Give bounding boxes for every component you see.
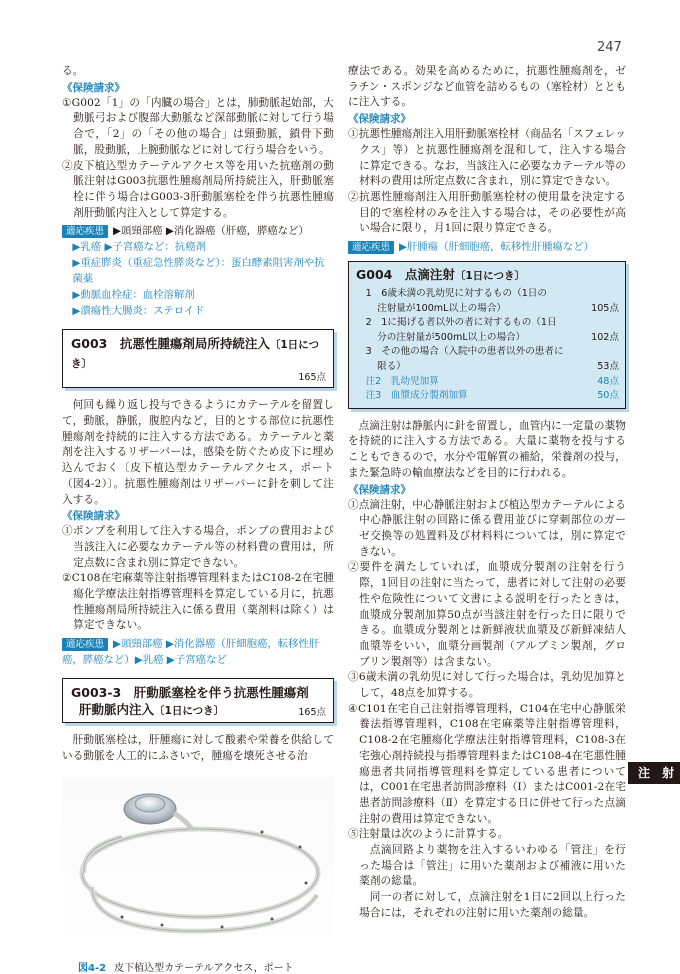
fee-points: 48点 bbox=[597, 375, 619, 387]
fee-label: 注射量が100mL以上の場合） bbox=[377, 302, 507, 314]
figure-caption bbox=[62, 959, 334, 974]
catheter-port-illustration bbox=[62, 777, 334, 953]
indication-line: ▶頭頸部癌 ▶消化器癌（肝細胞癌，転移性肝癌，膵癌など）▶乳癌 ▶子宮癌など bbox=[62, 638, 320, 667]
fee-label: 注3 血漿成分製剤加算 bbox=[365, 390, 468, 402]
section-title-text: G003 抗悪性腫瘍剤局所持続注入 bbox=[71, 336, 270, 352]
figure-catheter-port bbox=[62, 777, 334, 953]
fee-row bbox=[356, 287, 619, 302]
fee-row bbox=[356, 331, 619, 346]
fee-points: 53点 bbox=[597, 361, 619, 372]
fee-label: 注2 乳幼児加算 bbox=[365, 375, 439, 387]
body-paragraph: 点滴注射は静脈内に針を留置し，血管内に一定量の薬物を持続的に注入する方法である。大量に薬物を投与することもできるので，水分や電解質の補給，栄養剤の投与，また緊急時の輸血療法などを目的に行われる。 bbox=[348, 419, 626, 479]
insurance-claim-heading: 《保険請求》 bbox=[62, 81, 125, 94]
indication-line: ▶潰瘍性大腸炎：ステロイド bbox=[72, 305, 205, 318]
fee-row bbox=[356, 302, 619, 317]
right-column bbox=[348, 64, 626, 922]
fee-row bbox=[356, 316, 619, 331]
list-item: ⑤注射量は次のように計算する。 bbox=[348, 828, 509, 841]
calc-paragraph: 点滴回路より薬物を注入するいわゆる「管注」を行った場合は「管注」に用いた薬剤および補液に用いた薬剤の総量。 bbox=[359, 844, 626, 888]
fee-note-row bbox=[356, 389, 619, 404]
list-item: ①ポンプを利用して注入する場合，ポンプの費用および当該注入に必要なカテーテル等の材料費の費用は，所定点数に含まれ別に算定できない。 bbox=[62, 525, 334, 569]
indication-block bbox=[348, 239, 626, 255]
paragraph-continuation: 療法である。効果を高めるために，抗悪性腫瘍剤を，ゼラチン・スポンジなど血管を詰めるもの（塞栓材）とともに注入する。 bbox=[348, 65, 626, 109]
list-item: ①抗悪性腫瘍剤注入用肝動脈塞栓材（商品名「スフェレックス」等）と抗悪性腫瘍剤を混和して，注入する場合に算定できる。なお，当該注入に必要なカテーテル等の材料の費用は所定点数に含まれ，別に算定できない。 bbox=[348, 128, 626, 188]
section-points: 165点 bbox=[298, 707, 326, 719]
body-paragraph: 肝動脈塞栓は，肝腫瘍に対して酸素や栄養を供給している動脈を人工的にふさいで，腫瘍を壊死させる治 bbox=[62, 734, 334, 762]
page-number: 247 bbox=[597, 40, 622, 55]
section-title-text: G004 点滴注射 bbox=[356, 267, 455, 283]
insurance-claim-heading: 《保険請求》 bbox=[62, 510, 125, 523]
list-item: ②要件を満たしていれば，血漿成分製剤の注射を行う際，1回目の注射に当たって，患者に対して注射の必要性や危険性について文書による説明を行ったときは，血漿成分製剤加算50点が当該注射を行った日に限りできる。血漿成分製剤とは新鮮液状血漿及び新鮮凍結人血漿等をいい，血漿分画製剤（アルブミン製剤，グロブリン製剤等）は含まない。 bbox=[348, 561, 626, 668]
list-item: ①G002「1」の「内臓の場合」とは，肺動脈起始部，大動脈弓および腹部大動脈など深部動脈に対して行う場合で，「2」の「その他の場合」は頸動脈，鎖骨下動脈，股動脈，上腕動脈などに対して行う場合をいう。 bbox=[62, 96, 334, 156]
indication-line: ▶重症膵炎（重症急性膵炎など）：蛋白酵素阻害剤や抗菌薬 bbox=[72, 257, 325, 286]
body-paragraph: 何回も繰り返し投与できるようにカテーテルを留置して，動脈，静脈，腹腔内など，目的とする部位に抗悪性腫瘍剤を持続的に注入する方法である。カテーテルと薬剤を注入するリザーバーは，感染を防ぐため皮下に埋め込んでおく〔皮下植込型カテーテルアクセス，ポート（図4-2）〕。抗悪性腫瘍剤はリザーバーに針を刺して注入する。 bbox=[62, 399, 334, 506]
list-item: ②皮下植込型カテーテルアクセス等を用いた抗癌剤の動脈注射はG003抗悪性腫瘍剤局所持続注入，肝動脈塞栓に伴う場合はG003-3肝動脈塞栓を伴う抗悪性腫瘍剤肝動脈内注入として算定する。 bbox=[62, 159, 334, 219]
paragraph-continuation: る。 bbox=[62, 65, 84, 77]
calc-paragraph: 同一の者に対して，点滴注射を1日に2回以上行った場合には，それぞれの注射に用いた薬剤の総量。 bbox=[359, 891, 626, 919]
fee-row bbox=[356, 360, 619, 375]
fee-points: 102点 bbox=[591, 331, 619, 343]
insurance-claim-heading: 《保険請求》 bbox=[348, 483, 411, 496]
section-title: G003-3 肝動脈塞栓を伴う抗悪性腫瘍剤 bbox=[71, 685, 309, 701]
indication-line: ▶動脈血栓症：血栓溶解剤 bbox=[72, 289, 195, 302]
fee-points: 105点 bbox=[591, 302, 619, 314]
fee-points: 50点 bbox=[597, 390, 619, 402]
fee-label: 限る） bbox=[377, 361, 406, 372]
section-title-unit: 〔1日につき〕 bbox=[454, 270, 525, 283]
section-title-unit: 〔1日につき〕 bbox=[154, 705, 225, 718]
indication-block bbox=[62, 636, 334, 668]
insurance-claim-heading: 《保険請求》 bbox=[348, 113, 411, 126]
fee-note-row bbox=[356, 375, 619, 390]
section-box-g003 bbox=[62, 329, 334, 388]
section-points: 165点 bbox=[298, 372, 326, 384]
left-column bbox=[62, 64, 334, 974]
indication-line: ▶乳癌 ▶子宮癌など：抗癌剤 bbox=[72, 241, 206, 254]
indication-line: ▶肝腫瘍（肝細胞癌，転移性肝腫瘍など） bbox=[399, 241, 595, 254]
figure-number: 図4-2 bbox=[78, 962, 107, 974]
indication-tag: 適応疾患 bbox=[62, 638, 108, 651]
list-item: ②抗悪性腫瘍剤注入用肝動脈塞栓材の使用量を決定する目的で塞栓材のみを注入する場合は，その必要性が高い場合に限り，月1回に限り算定できる。 bbox=[348, 190, 626, 235]
indication-tag: 適応疾患 bbox=[348, 241, 394, 254]
fee-label: 2 1に掲げる者以外の者に対するもの（1日 bbox=[365, 317, 557, 329]
section-title bbox=[71, 335, 326, 373]
chapter-side-tab: 注 射 bbox=[628, 762, 680, 784]
section-title bbox=[356, 266, 619, 285]
fee-label: 分の注射量が500mL以上の場合） bbox=[377, 331, 526, 343]
section-title-text: 肝動脈内注入 bbox=[79, 702, 155, 718]
fee-label: 1 6歳未満の乳幼児に対するもの（1日の bbox=[365, 288, 547, 300]
section-title-unit: 〔1日につき〕 bbox=[71, 339, 319, 371]
figure-caption-text: 皮下植込型カテーテルアクセス，ポート bbox=[114, 962, 294, 974]
section-box-g004 bbox=[348, 261, 626, 409]
fee-row bbox=[356, 345, 619, 360]
indication-block bbox=[62, 223, 334, 319]
indication-tag: 適応疾患 bbox=[62, 225, 108, 238]
list-item: ③6歳未満の乳幼児に対して行った場合は，乳幼児加算として，48点を加算する。 bbox=[348, 671, 626, 700]
indication-line: ▶頭頸部癌 ▶消化器癌（肝癌，膵癌など） bbox=[113, 225, 309, 238]
list-item: ④C101在宅自己注射指導管理料，C104在宅中心静脈栄養法指導管理料，C108在宅麻薬等注射指導管理料，C108-2在宅腫瘍化学療法注射指導管理料，C108-3在宅強心剤持続投与指導管理料またはC108-4在宅悪性腫瘍患者共同指導管理料を算定している患者については，C001在宅患者訪問診療料（Ⅰ）またはC001-2在宅患者訪問診療料（Ⅱ）を算定する日に併せて行った点滴注射の費用は算定できない。 bbox=[348, 702, 626, 825]
list-item: ②C108在宅麻薬等注射指導管理料またはC108-2在宅腫瘍化学療法注射指導管理料を算定している月に，抗悪性腫瘍剤局所持続注入に係る費用（薬剤料は除く）は算定できない。 bbox=[62, 572, 334, 632]
section-box-g003-3 bbox=[62, 678, 334, 723]
fee-label: 3 その他の場合（入院中の患者以外の患者に bbox=[365, 346, 564, 358]
list-item: ①点滴注射，中心静脈注射および植込型カテーテルによる中心静脈注射の回路に係る費用並びに穿刺部位のガーゼ交換等の処置料及び材料料については，別に算定できない。 bbox=[348, 498, 626, 558]
